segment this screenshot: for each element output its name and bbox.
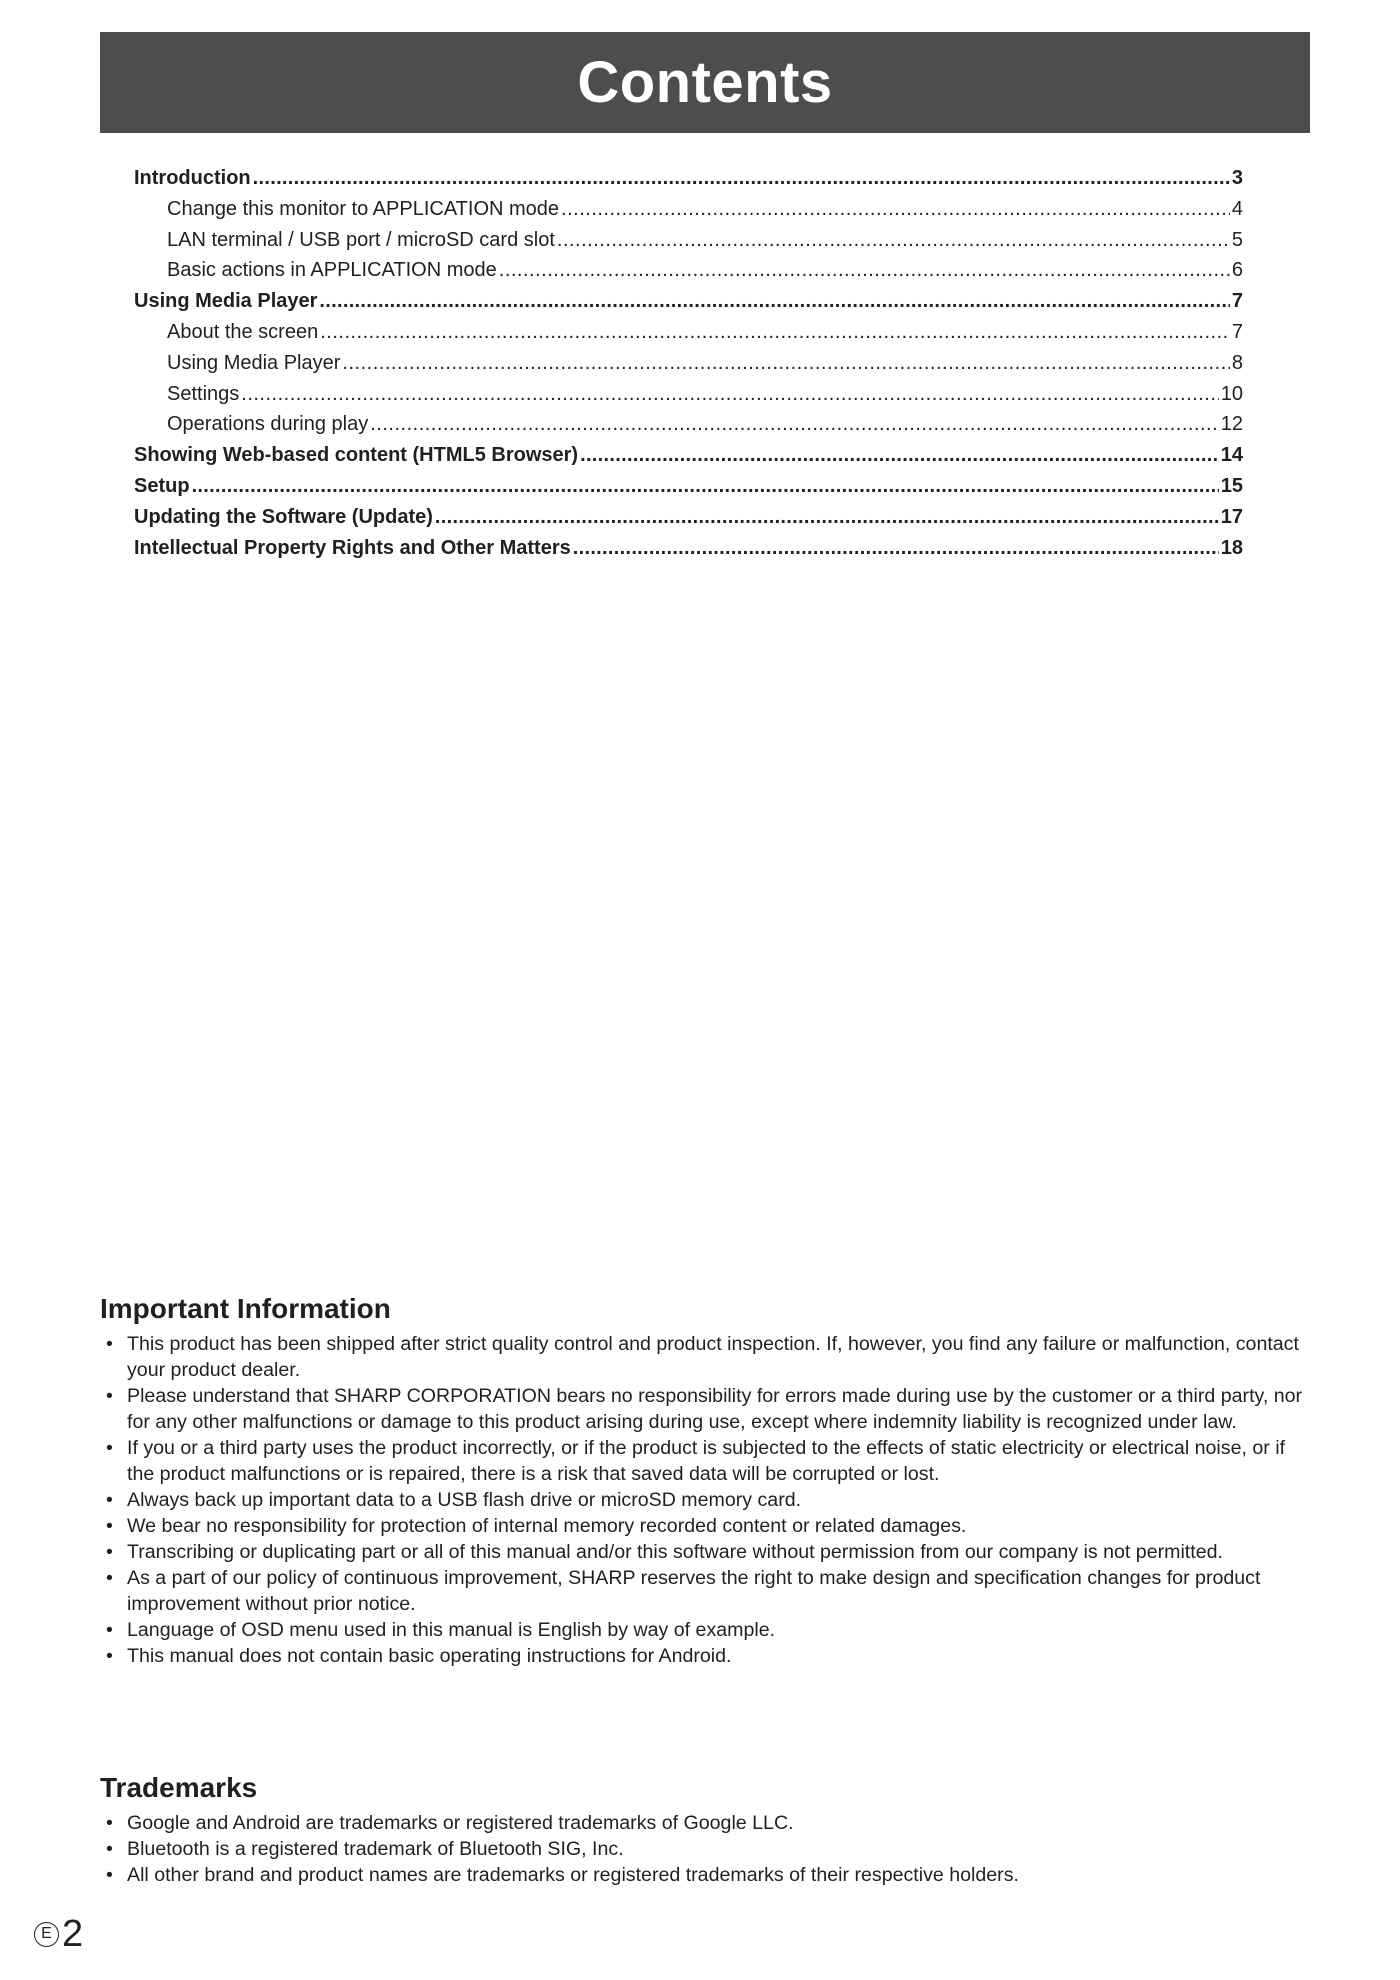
bullet-list xyxy=(100,1810,1315,1888)
toc-entry-setup[interactable] xyxy=(134,471,1243,502)
contents-banner xyxy=(100,32,1310,133)
toc-leader-dots xyxy=(435,502,1219,533)
list-item: • This product has been shipped after strict quality control and product inspection. If, however, you find any failure or malfunction, contact your product dealer. xyxy=(100,1331,1315,1383)
toc-label: Using Media Player xyxy=(134,290,318,313)
toc-label: Showing Web-based content (HTML5 Browser) xyxy=(134,444,579,467)
page-title: Contents xyxy=(577,50,833,115)
list-item: • Language of OSD menu used in this manual is English by way of example. xyxy=(100,1617,1315,1643)
toc-page-number: 6 xyxy=(1231,259,1243,282)
toc-entry-intellectual-property[interactable] xyxy=(134,533,1243,564)
list-item: • Bluetooth is a registered trademark of Bluetooth SIG, Inc. xyxy=(100,1836,1315,1862)
list-item: • We bear no responsibility for protection of internal memory recorded content or related damages. xyxy=(100,1513,1315,1539)
toc-page-number: 4 xyxy=(1231,197,1243,220)
toc-entry-about-screen[interactable] xyxy=(134,317,1243,348)
toc-entry-update[interactable] xyxy=(134,502,1243,533)
list-item: • Transcribing or duplicating part or all of this manual and/or this software without permission from our company is not permitted. xyxy=(100,1539,1315,1565)
toc-label: Intellectual Property Rights and Other Matters xyxy=(134,536,571,559)
toc-entry-introduction[interactable] xyxy=(134,163,1243,194)
toc-entry-html5-browser[interactable] xyxy=(134,440,1243,471)
toc-label: Settings xyxy=(167,382,240,405)
toc-label: Setup xyxy=(134,474,190,497)
toc-page-number: 8 xyxy=(1231,351,1243,374)
important-information-section xyxy=(100,1293,1315,1669)
toc-label: Operations during play xyxy=(167,413,369,436)
toc-leader-dots xyxy=(241,379,1218,410)
toc-page-number: 15 xyxy=(1220,474,1243,497)
toc-leader-dots xyxy=(561,194,1230,225)
toc-label: LAN terminal / USB port / microSD card slot xyxy=(167,228,555,251)
toc-leader-dots xyxy=(320,317,1230,348)
toc-entry-lan-terminal[interactable] xyxy=(134,225,1243,256)
page-number: 2 xyxy=(62,1913,84,1955)
toc-page-number: 17 xyxy=(1220,505,1243,528)
section-heading: Trademarks xyxy=(100,1772,258,1803)
toc-leader-dots xyxy=(557,225,1230,256)
toc-label: Basic actions in APPLICATION mode xyxy=(167,259,497,282)
trademarks-section xyxy=(100,1772,1315,1888)
section-heading: Important Information xyxy=(100,1293,391,1324)
toc-leader-dots xyxy=(573,533,1219,564)
toc-label: Using Media Player xyxy=(167,351,341,374)
toc-page-number: 14 xyxy=(1220,444,1243,467)
toc-label: Updating the Software (Update) xyxy=(134,505,433,528)
list-item: • As a part of our policy of continuous improvement, SHARP reserves the right to make design and specification changes for product improvement without prior notice. xyxy=(100,1565,1315,1617)
toc-leader-dots xyxy=(253,163,1230,194)
list-item: • This manual does not contain basic operating instructions for Android. xyxy=(100,1643,1315,1669)
toc-leader-dots xyxy=(499,255,1230,286)
page-footer xyxy=(34,1915,83,1953)
toc-leader-dots xyxy=(342,348,1229,379)
list-item: • Always back up important data to a USB flash drive or microSD memory card. xyxy=(100,1487,1315,1513)
list-item: • Google and Android are trademarks or registered trademarks of Google LLC. xyxy=(100,1810,1315,1836)
language-mark-icon: E xyxy=(34,1922,59,1947)
list-item: • If you or a third party uses the product incorrectly, or if the product is subjected to the effects of static electricity or electrical noise, or if the product malfunctions or is repaired, there is a risk that saved data will be corrupted or lost. xyxy=(100,1435,1315,1487)
toc-entry-settings[interactable] xyxy=(134,379,1243,410)
toc-page-number: 7 xyxy=(1231,320,1243,343)
toc-label: Change this monitor to APPLICATION mode xyxy=(167,197,560,220)
toc-page-number: 12 xyxy=(1220,413,1243,436)
toc-page-number: 7 xyxy=(1231,290,1243,313)
toc-leader-dots xyxy=(319,286,1229,317)
table-of-contents xyxy=(134,163,1243,563)
toc-entry-basic-actions[interactable] xyxy=(134,255,1243,286)
list-item: • All other brand and product names are trademarks or registered trademarks of their respective holders. xyxy=(100,1862,1315,1888)
toc-leader-dots xyxy=(580,440,1219,471)
toc-label: About the screen xyxy=(167,320,319,343)
bullet-list xyxy=(100,1331,1315,1669)
toc-page-number: 18 xyxy=(1220,536,1243,559)
toc-entry-change-mode[interactable] xyxy=(134,194,1243,225)
list-item: • Please understand that SHARP CORPORATION bears no responsibility for errors made during use by the customer or a third party, nor for any other malfunctions or damage to this product arising during use, except where indemnity liability is recognized under law. xyxy=(100,1383,1315,1435)
toc-entry-using-media-player-sub[interactable] xyxy=(134,348,1243,379)
toc-entry-using-media-player[interactable] xyxy=(134,286,1243,317)
toc-page-number: 10 xyxy=(1220,382,1243,405)
toc-leader-dots xyxy=(370,409,1219,440)
toc-leader-dots xyxy=(192,471,1219,502)
toc-entry-operations-during-play[interactable] xyxy=(134,409,1243,440)
toc-page-number: 3 xyxy=(1231,167,1243,189)
toc-page-number: 5 xyxy=(1231,228,1243,251)
toc-label: Introduction xyxy=(134,167,251,189)
